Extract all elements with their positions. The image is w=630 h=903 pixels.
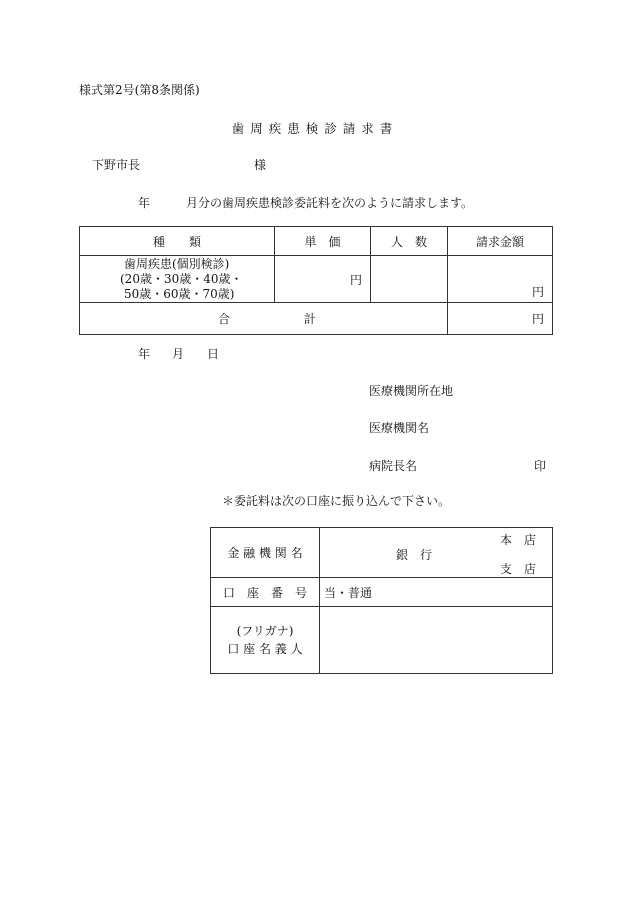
request-text: 月分の歯周疾患検診委託料を次のように請求します。	[186, 196, 474, 210]
seal-label: 印	[534, 459, 547, 473]
total-label-b: 計	[303, 312, 316, 326]
institution-address-label: 医療機関所在地	[369, 384, 454, 398]
header-unit-price: 単 価	[275, 227, 371, 256]
row-unit-price[interactable]	[275, 256, 371, 303]
total-label-a: 合	[218, 312, 231, 326]
furigana-label: (フリガナ)	[236, 624, 294, 638]
account-holder-label-cell	[211, 607, 320, 674]
director-name-label: 病院長名	[369, 459, 418, 473]
row-count[interactable]	[371, 256, 448, 303]
date-month: 月	[172, 347, 185, 361]
total-label-cell	[80, 303, 448, 335]
account-holder-cell[interactable]	[320, 607, 553, 674]
head-office-label: 本 店	[499, 533, 536, 547]
bank-name-cell[interactable]	[320, 528, 553, 578]
account-number-cell[interactable]	[320, 578, 553, 607]
addressee-honorific: 様	[254, 158, 267, 172]
account-type: 当・普通	[324, 585, 373, 600]
row-type-cell	[80, 256, 275, 303]
date-day: 日	[207, 347, 220, 361]
document-title: 歯周疾患検診請求書	[231, 121, 399, 136]
bank-table	[210, 527, 553, 674]
institution-name-label: 医療機関名	[369, 421, 430, 435]
amount-suffix: 円	[531, 285, 544, 299]
bank-note: ＊委託料は次の口座に振り込んで下さい。	[222, 494, 451, 508]
account-number-label: 口 座 番 号	[211, 578, 320, 607]
unit-price-suffix: 円	[349, 272, 362, 287]
row-amount[interactable]	[448, 256, 553, 303]
date-year: 年	[138, 347, 151, 361]
bank-label: 銀 行	[396, 548, 433, 562]
billing-table	[79, 226, 553, 335]
row-type-line3: 50歳・60歳・70歳)	[124, 286, 235, 301]
header-count: 人 数	[371, 227, 448, 256]
account-holder-label: 口 座 名 義 人	[227, 642, 303, 656]
row-type-line1: 歯周疾患(個別検診)	[124, 256, 230, 271]
form-number: 様式第2号(第8条関係)	[79, 83, 200, 97]
header-type: 種 類	[80, 227, 275, 256]
bank-institution-label: 金 融 機 関 名	[211, 528, 320, 578]
row-type-line2: (20歳・30歳・40歳・	[120, 271, 243, 286]
addressee-name: 下野市長	[92, 158, 141, 172]
request-year-label: 年	[138, 196, 151, 210]
branch-label: 支 店	[499, 562, 536, 576]
header-amount: 請求金額	[448, 227, 553, 256]
total-amount-suffix: 円	[531, 312, 544, 326]
total-amount[interactable]	[448, 303, 553, 335]
